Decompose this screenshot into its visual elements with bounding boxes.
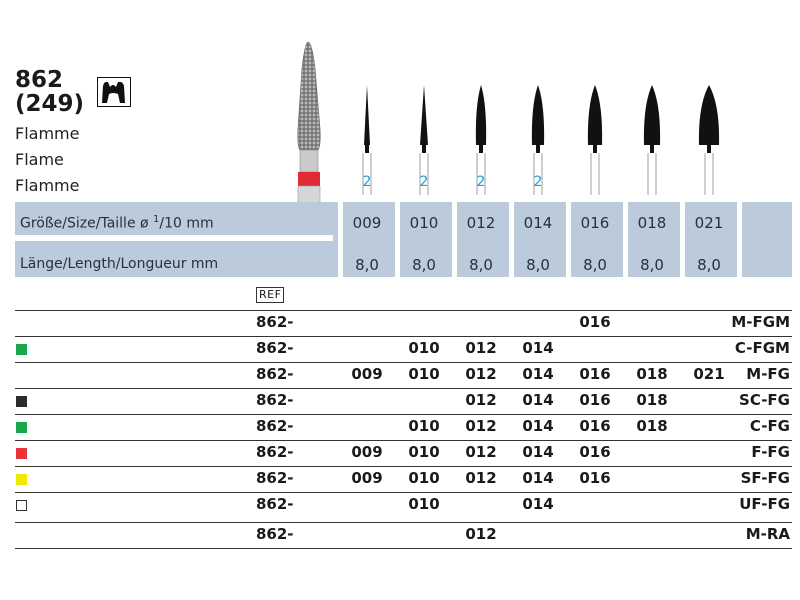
order-code: 012 [465, 339, 497, 357]
size-divider [15, 235, 333, 241]
order-prefix: 862- [256, 365, 294, 383]
shank-mark-010: 2 [419, 174, 429, 190]
row-divider [15, 522, 792, 523]
length-value: 8,0 [526, 256, 550, 274]
product-number: 862 [15, 67, 64, 93]
row-divider [15, 548, 792, 549]
size-column-divider [338, 202, 343, 277]
grit-marker-icon [16, 422, 27, 433]
order-code: 012 [465, 365, 497, 383]
order-prefix: 862- [256, 525, 294, 543]
length-value: 8,0 [469, 256, 493, 274]
name-fr: Flamme [15, 176, 80, 195]
order-code: 018 [636, 365, 668, 383]
order-code: 018 [636, 417, 668, 435]
size-column-divider [623, 202, 628, 277]
size-value: 021 [694, 214, 724, 232]
order-suffix: M-RA [745, 525, 790, 543]
order-prefix: 862- [256, 339, 294, 357]
order-prefix: 862- [256, 495, 294, 513]
order-code: 016 [579, 469, 611, 487]
bur-012 [476, 85, 486, 153]
order-code: 010 [408, 365, 440, 383]
order-code: 012 [465, 417, 497, 435]
order-suffix: SC-FG [739, 391, 790, 409]
size-column-divider [737, 202, 742, 277]
grit-marker-icon [16, 344, 27, 355]
order-code: 012 [465, 443, 497, 461]
bur-014 [532, 85, 544, 153]
order-code: 014 [522, 391, 554, 409]
size-value: 009 [352, 214, 382, 232]
size-column-divider [680, 202, 685, 277]
row-divider [15, 362, 792, 363]
length-label: Länge/Length/Longueur mm [20, 256, 219, 272]
size-value: 014 [523, 214, 553, 232]
order-code: 014 [522, 469, 554, 487]
order-code: 010 [408, 443, 440, 461]
size-column-divider [452, 202, 457, 277]
order-code: 010 [408, 339, 440, 357]
size-value: 010 [409, 214, 439, 232]
length-value: 8,0 [583, 256, 607, 274]
length-value: 8,0 [697, 256, 721, 274]
order-code: 012 [465, 391, 497, 409]
order-code: 014 [522, 495, 554, 513]
shank-mark-009: 2 [362, 174, 372, 190]
bur-021 [699, 85, 719, 153]
row-divider [15, 492, 792, 493]
iso-number: (249) [15, 91, 85, 117]
order-suffix: M-FG [746, 365, 790, 383]
order-suffix: M-FGM [731, 313, 790, 331]
shank-mark-014: 2 [533, 174, 543, 190]
order-code: 016 [579, 417, 611, 435]
order-code: 010 [408, 469, 440, 487]
name-en: Flame [15, 150, 64, 169]
order-code: 016 [579, 391, 611, 409]
order-code: 014 [522, 339, 554, 357]
order-prefix: 862- [256, 469, 294, 487]
bur-009 [364, 85, 370, 153]
bur-016 [588, 85, 602, 153]
order-code: 012 [465, 525, 497, 543]
order-suffix: SF-FG [740, 469, 790, 487]
bur-018 [644, 85, 660, 153]
size-column-divider [509, 202, 514, 277]
size-column-divider [566, 202, 571, 277]
order-code: 010 [408, 495, 440, 513]
length-value: 8,0 [640, 256, 664, 274]
row-divider [15, 336, 792, 337]
order-prefix: 862- [256, 443, 294, 461]
row-divider [15, 414, 792, 415]
length-value: 8,0 [355, 256, 379, 274]
row-divider [15, 440, 792, 441]
order-prefix: 862- [256, 391, 294, 409]
order-code: 009 [351, 469, 383, 487]
row-divider [15, 466, 792, 467]
order-code: 016 [579, 365, 611, 383]
order-code: 014 [522, 443, 554, 461]
order-suffix: C-FGM [734, 339, 790, 357]
order-code: 021 [693, 365, 725, 383]
grit-marker-icon [16, 396, 27, 407]
order-prefix: 862- [256, 313, 294, 331]
grit-marker-icon [16, 474, 27, 485]
order-code: 014 [522, 365, 554, 383]
size-column-divider [395, 202, 400, 277]
bur-010 [420, 85, 428, 153]
order-code: 010 [408, 417, 440, 435]
size-value: 018 [637, 214, 667, 232]
grit-marker-icon [16, 448, 27, 459]
row-divider [15, 310, 792, 311]
size-value: 012 [466, 214, 496, 232]
large-bur-illustration [285, 38, 335, 208]
order-code: 012 [465, 469, 497, 487]
row-divider [15, 388, 792, 389]
ref-label: REF [256, 287, 284, 303]
order-code: 016 [579, 313, 611, 331]
tooth-crown-icon [97, 77, 131, 107]
length-value: 8,0 [412, 256, 436, 274]
order-suffix: UF-FG [739, 495, 790, 513]
order-code: 016 [579, 443, 611, 461]
order-suffix: F-FG [751, 443, 790, 461]
order-prefix: 862- [256, 417, 294, 435]
order-code: 009 [351, 365, 383, 383]
order-code: 009 [351, 443, 383, 461]
size-value: 016 [580, 214, 610, 232]
name-de: Flamme [15, 124, 80, 143]
order-code: 018 [636, 391, 668, 409]
shank-mark-012: 2 [476, 174, 486, 190]
order-suffix: C-FG [749, 417, 790, 435]
order-code: 014 [522, 417, 554, 435]
size-label: Größe/Size/Taille ø $^1$/10 mm [20, 214, 214, 232]
grit-marker-icon [16, 500, 27, 511]
